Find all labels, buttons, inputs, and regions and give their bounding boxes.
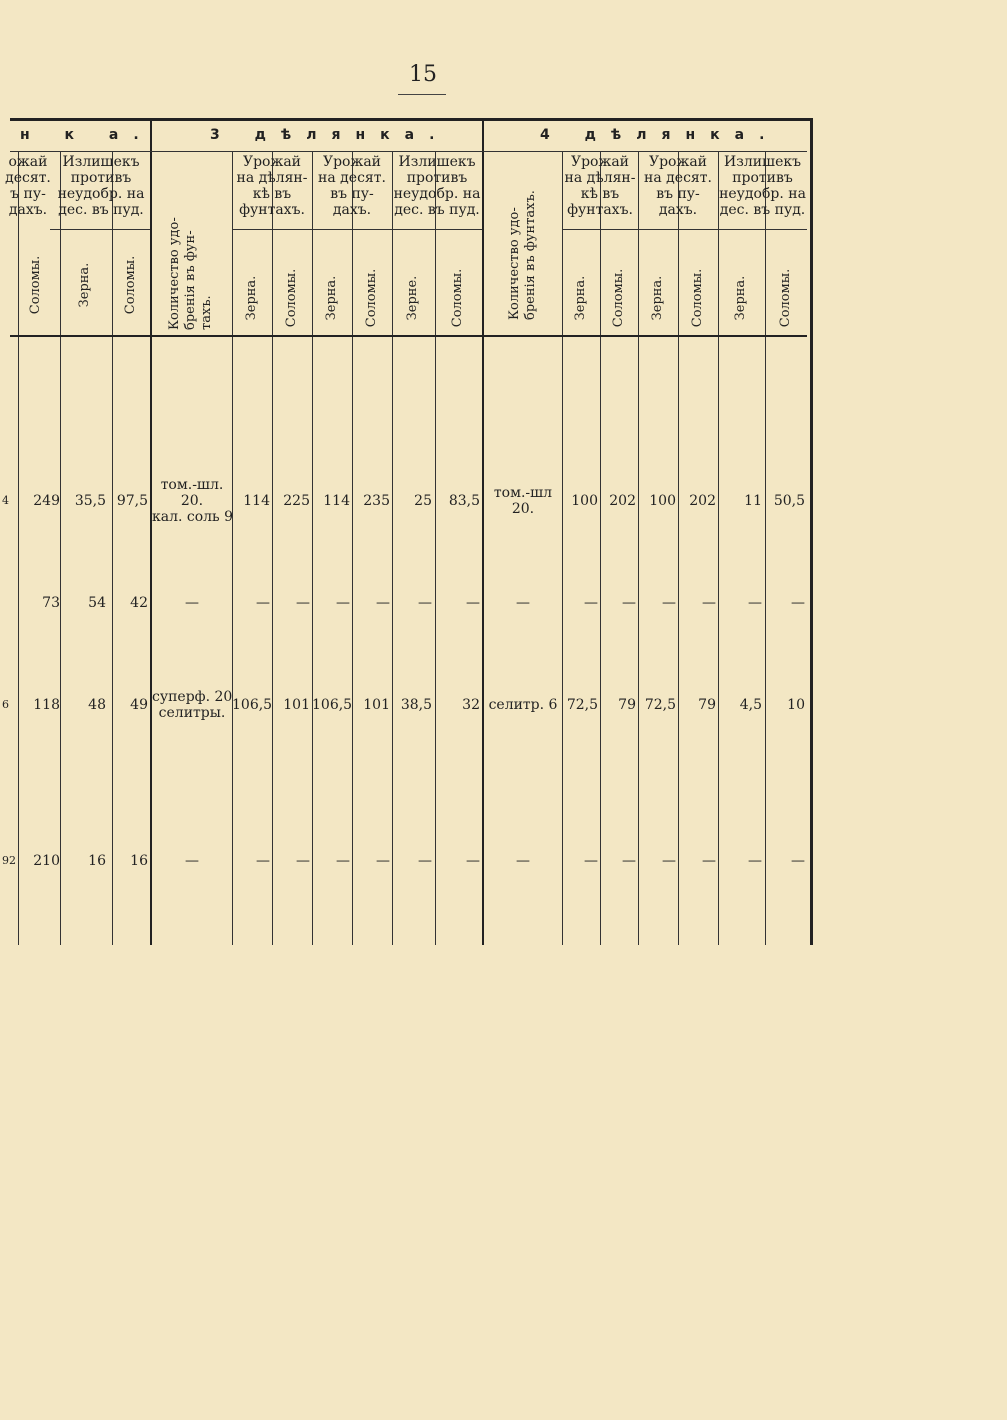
table-cell: —: [622, 595, 636, 611]
table-cell: —: [256, 853, 270, 869]
fertilizer-cell: кал. соль 9: [152, 509, 234, 525]
table-cell: —: [418, 853, 432, 869]
header-surplus: Излишекъ: [62, 154, 140, 170]
header-straw: Соломы.: [690, 268, 705, 328]
header-surplus: неудобр. на: [57, 186, 145, 202]
header-yield-des4: на десят.: [644, 170, 712, 186]
table-cell: 100: [571, 493, 598, 509]
table-cell: —: [336, 853, 350, 869]
fertilizer-cell: —: [516, 853, 530, 869]
table-cell: 100: [649, 493, 676, 509]
header-surplus3: дес. въ пуд.: [394, 202, 480, 218]
column-divider: [638, 151, 639, 945]
table-cell: —: [466, 853, 480, 869]
table-cell: 106,5: [232, 697, 273, 713]
header-fert-qty3: бренія въ фун-: [183, 230, 198, 330]
header-straw: Соломы.: [364, 268, 379, 328]
header-yield-des4: въ пу-: [656, 186, 700, 202]
header-surplus3: неудобр. на: [393, 186, 481, 202]
header-bottom-rule: [10, 335, 807, 337]
table-cell: 11: [744, 493, 762, 509]
table-cell: 4,5: [739, 697, 762, 713]
table-cell: 202: [689, 493, 716, 509]
table-cell: 35,5: [74, 493, 106, 509]
table-cell: 114: [323, 493, 350, 509]
column-divider: [18, 151, 19, 945]
header-grain: Зерне.: [405, 275, 420, 321]
table-cell: —: [466, 595, 480, 611]
column-divider: [678, 151, 679, 945]
table-cell: 83,5: [448, 493, 480, 509]
header-yield-plot4: кѣ въ: [580, 186, 620, 202]
table-cell: 42: [130, 595, 148, 611]
column-divider: [600, 151, 601, 945]
table-cell: —: [296, 853, 310, 869]
table-cell: 73: [42, 595, 60, 611]
header-grain: Зерна.: [244, 275, 259, 321]
table-cell: 72,5: [566, 697, 598, 713]
table-cell: 72,5: [644, 697, 676, 713]
table-cell: 49: [130, 697, 148, 713]
table-cell: 202: [609, 493, 636, 509]
table-cell: —: [418, 595, 432, 611]
header-straw: Соломы.: [284, 268, 299, 328]
column-divider: [562, 151, 563, 945]
fertilizer-cell: селитры.: [158, 705, 226, 721]
header-grain: Зерна.: [324, 275, 339, 321]
fertilizer-cell: том.-шл.: [160, 477, 224, 493]
column-divider: [392, 151, 393, 945]
table-cell: —: [662, 853, 676, 869]
table-cell: 79: [698, 697, 716, 713]
header-fert-qty4: Количество удо-: [507, 207, 522, 320]
header-yield-plot3: Урожай: [242, 154, 302, 170]
table-cell: 106,5: [312, 697, 353, 713]
table-cell: —: [748, 595, 762, 611]
column-divider: [60, 151, 61, 945]
table-cell: —: [662, 595, 676, 611]
column-divider: [482, 121, 484, 945]
column-divider: [112, 151, 113, 945]
table-cell: 79: [618, 697, 636, 713]
table-cell: 114: [243, 493, 270, 509]
header-surplus: противъ: [70, 170, 132, 186]
header-surplus4: противъ: [732, 170, 793, 186]
table-cell: 38,5: [400, 697, 432, 713]
header-yield-plot4: Урожай: [570, 154, 630, 170]
header-straw: Соломы.: [28, 255, 43, 315]
header-fert-qty3: тахъ.: [199, 295, 214, 330]
header-prev-yield: ожай: [8, 154, 48, 170]
header-grain: Зерна.: [77, 262, 92, 308]
fertilizer-cell: том.-шл: [493, 485, 553, 501]
table-cell: —: [791, 595, 805, 611]
header-yield-des3: дахъ.: [332, 202, 372, 218]
header-yield-plot4: фунтахъ.: [567, 202, 633, 218]
table-cell: 50,5: [773, 493, 805, 509]
table-cell: —: [748, 853, 762, 869]
table-cell: 16: [88, 853, 106, 869]
table-cell: 48: [88, 697, 106, 713]
header-yield-des3: въ пу-: [330, 186, 374, 202]
header-yield-des3: Урожай: [322, 154, 382, 170]
column-divider: [232, 151, 233, 945]
header-surplus3: противъ: [406, 170, 468, 186]
column-divider: [718, 151, 719, 945]
column-divider: [435, 151, 436, 945]
fertilizer-cell: 20.: [180, 493, 204, 509]
page-number-rule: [398, 94, 446, 95]
header-yield-plot3: на дѣлян-: [236, 170, 308, 186]
header-grain: Зерна.: [650, 275, 665, 321]
table-cell: 249: [33, 493, 60, 509]
header-rule: [50, 229, 150, 230]
row-edge-fragment: 92: [2, 854, 16, 867]
table-cell: 118: [33, 697, 60, 713]
header-rule: [232, 229, 482, 230]
header-yield-des4: Урожай: [648, 154, 708, 170]
table-cell: 101: [363, 697, 390, 713]
row-edge-fragment: 6: [2, 698, 9, 711]
table-cell: 97,5: [116, 493, 148, 509]
header-prev-yield: дахъ.: [8, 202, 48, 218]
header-grain: Зерна.: [733, 275, 748, 321]
header-prev-yield: ъ пу-: [10, 186, 46, 202]
column-divider: [312, 151, 313, 945]
header-yield-plot4: на дѣлян-: [564, 170, 636, 186]
header-rule: [562, 229, 807, 230]
table-cell: 101: [283, 697, 310, 713]
table-cell: —: [336, 595, 350, 611]
table-cell: —: [702, 853, 716, 869]
fertilizer-cell: суперф. 20: [152, 689, 233, 705]
table-cell: 16: [130, 853, 148, 869]
group-title-prev: н к а.: [20, 127, 154, 143]
table-cell: 235: [363, 493, 390, 509]
group-title-plot4: 4 дѣлянка.: [540, 127, 780, 143]
table-cell: —: [584, 595, 598, 611]
header-fert-qty4: бренія въ фунтахъ.: [523, 190, 538, 320]
fertilizer-cell: 20.: [511, 501, 535, 517]
header-straw: Соломы.: [611, 268, 626, 328]
table-cell: —: [376, 853, 390, 869]
column-divider: [272, 151, 273, 945]
row-edge-fragment: 4: [2, 494, 9, 507]
header-yield-des3: на десят.: [318, 170, 386, 186]
table-cell: —: [622, 853, 636, 869]
header-prev-yield: десят.: [5, 170, 51, 186]
header-straw: Соломы.: [123, 255, 138, 315]
column-divider: [352, 151, 353, 945]
table-cell: —: [702, 595, 716, 611]
header-fert-qty3: Количество удо-: [167, 217, 182, 330]
table-cell: 25: [414, 493, 432, 509]
header-straw: Соломы.: [450, 268, 465, 328]
table-cell: 54: [88, 595, 106, 611]
header-straw: Соломы.: [778, 268, 793, 328]
header-yield-plot3: фунтахъ.: [239, 202, 305, 218]
header-rule: [10, 151, 807, 152]
header-grain: Зерна.: [573, 275, 588, 321]
table-cell: 210: [33, 853, 60, 869]
table-cell: 32: [462, 697, 480, 713]
header-surplus4: Излишекъ: [723, 154, 802, 170]
column-divider: [150, 121, 152, 945]
data-table: [2, 118, 813, 945]
header-yield-plot3: кѣ въ: [252, 186, 292, 202]
table-cell: —: [791, 853, 805, 869]
header-surplus4: неудобр. на: [719, 186, 806, 202]
table-cell: —: [584, 853, 598, 869]
table-cell: 10: [787, 697, 805, 713]
page-number: 15: [409, 62, 437, 87]
fertilizer-cell: —: [185, 595, 199, 611]
table-cell: 225: [283, 493, 310, 509]
header-surplus: дес. въ пуд.: [58, 202, 144, 218]
column-divider: [765, 151, 766, 945]
header-surplus4: дес. въ пуд.: [719, 202, 806, 218]
table-cell: —: [256, 595, 270, 611]
fertilizer-cell: —: [516, 595, 530, 611]
header-surplus3: Излишекъ: [398, 154, 476, 170]
table-cell: —: [376, 595, 390, 611]
fertilizer-cell: селитр. 6: [488, 697, 558, 713]
header-yield-des4: дахъ.: [658, 202, 698, 218]
group-title-plot3: 3 дѣлянка.: [210, 127, 450, 143]
table-cell: —: [296, 595, 310, 611]
fertilizer-cell: —: [185, 853, 199, 869]
